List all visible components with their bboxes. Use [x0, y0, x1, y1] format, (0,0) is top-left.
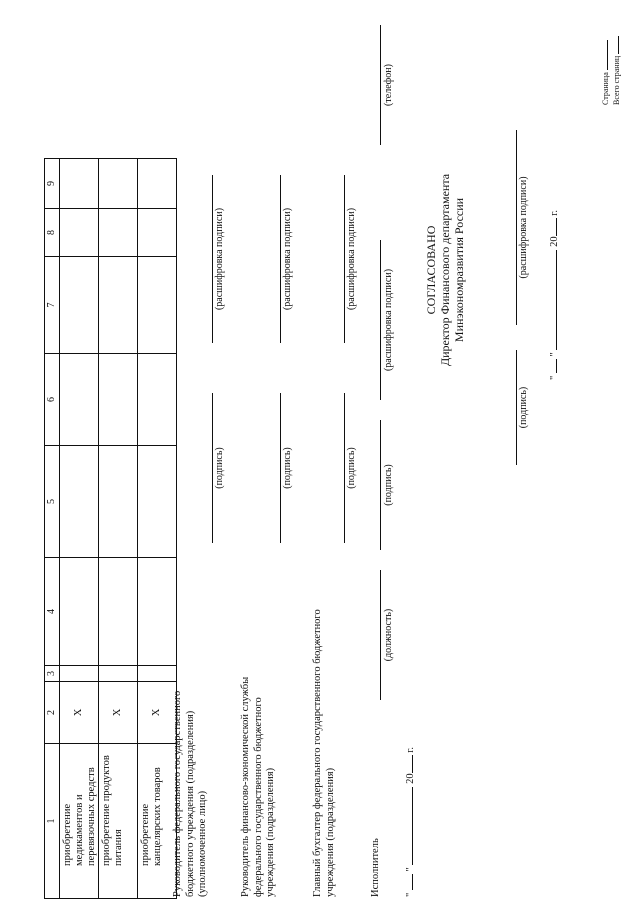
table-cell [99, 257, 138, 354]
position-caption: (должность) [383, 608, 394, 662]
decode-caption: (расшифровка подписи) [383, 268, 394, 372]
column-header: 8 [45, 209, 60, 257]
column-header: 3 [45, 666, 60, 682]
expense-table [44, 158, 177, 899]
page-label: Страница [601, 72, 610, 105]
day-blank [548, 359, 557, 373]
signature-caption: (подпись) [282, 447, 293, 489]
table-cell [138, 666, 177, 682]
table-cell [99, 558, 138, 666]
accountant-label: Главный бухгалтер федерального государственного бюджетного учреждения (подразделения) [312, 609, 336, 897]
decode-line [380, 240, 381, 400]
column-header: 4 [45, 558, 60, 666]
year-blank [404, 755, 413, 773]
year-blank [548, 218, 557, 236]
table-header-row [45, 159, 60, 899]
finance-label: Руководитель финансово-экономической службы федерального государственного бюджетного учреждения (подразделения) [240, 676, 276, 897]
table-cell [60, 558, 99, 666]
approval-signature-line [516, 350, 517, 465]
decode-caption: (расшифровка подписи) [282, 207, 293, 311]
table-row [60, 159, 99, 899]
table-cell [138, 209, 177, 257]
approval-signature-caption: (подпись) [518, 386, 529, 429]
head-label: Руководитель федерального государственного бюджетного учреждения (подразделения) (уполномоченное лицо) [172, 690, 208, 897]
column-header: 5 [45, 446, 60, 558]
table-cell [138, 159, 177, 209]
column-header: 9 [45, 159, 60, 209]
total-blank [612, 36, 619, 54]
quote-open: " [549, 375, 560, 380]
column-header: 7 [45, 257, 60, 354]
quote-close: " [549, 352, 560, 357]
page-blank [601, 40, 608, 70]
signature-caption: (подпись) [383, 464, 394, 506]
table-cell [99, 209, 138, 257]
row-label: приобретение продуктов питания [99, 744, 138, 899]
total-label: Всего страниц [612, 55, 621, 105]
month-blank [404, 787, 413, 865]
table-cell [138, 257, 177, 354]
approval-decode-line [516, 130, 517, 325]
table-row [138, 159, 177, 899]
table-cell [99, 354, 138, 446]
decode-line [280, 175, 281, 343]
approval-title: СОГЛАСОВАНО [424, 225, 438, 315]
year-suffix: г. [405, 747, 416, 753]
row-label: приобретение медикаментов и перевязочных средств [60, 744, 99, 899]
table-cell [60, 354, 99, 446]
year-suffix: г. [549, 210, 560, 216]
signature-line [212, 393, 213, 543]
table-cell [99, 159, 138, 209]
signature-line [380, 420, 381, 550]
approval-block [424, 155, 466, 385]
table-cell [99, 666, 138, 682]
table-cell [60, 446, 99, 558]
signature-caption: (подпись) [346, 447, 357, 489]
quote-open: " [405, 892, 416, 897]
row-label: приобретение канцелярских товаров [138, 744, 177, 899]
decode-line [344, 175, 345, 343]
executor-label: Исполнитель [370, 838, 381, 897]
table-cell [60, 159, 99, 209]
day-blank [404, 874, 413, 890]
column-header: 1 [45, 744, 60, 899]
table-cell [60, 209, 99, 257]
table-cell [60, 257, 99, 354]
position-line [380, 570, 381, 700]
decode-caption: (расшифровка подписи) [346, 207, 357, 311]
table-cell [99, 446, 138, 558]
column-header: 2 [45, 682, 60, 744]
signature-line [344, 393, 345, 543]
approval-decode-caption: (расшифровка подписи) [518, 176, 529, 279]
table-cell [138, 446, 177, 558]
row-mark: Х [60, 682, 99, 744]
quote-close: " [405, 867, 416, 872]
month-blank [548, 250, 557, 350]
signature-caption: (подпись) [214, 447, 225, 489]
phone-caption: (телефон) [383, 64, 394, 106]
table-cell [60, 666, 99, 682]
year-prefix: 20 [405, 773, 416, 784]
decode-caption: (расшифровка подписи) [214, 207, 225, 311]
executor-date [404, 747, 416, 897]
signature-line [280, 393, 281, 543]
phone-line [380, 25, 381, 145]
page-info [600, 36, 622, 105]
table-row [99, 159, 138, 899]
column-header: 6 [45, 354, 60, 446]
table-cell [138, 558, 177, 666]
row-mark: Х [99, 682, 138, 744]
approval-date [548, 210, 560, 380]
decode-line [212, 175, 213, 343]
approval-line2: Минэкономразвития России [452, 197, 466, 343]
approval-line1: Директор Финансового департамента [438, 173, 452, 367]
row-mark: Х [138, 682, 177, 744]
table-cell [138, 354, 177, 446]
year-prefix: 20 [549, 236, 560, 247]
